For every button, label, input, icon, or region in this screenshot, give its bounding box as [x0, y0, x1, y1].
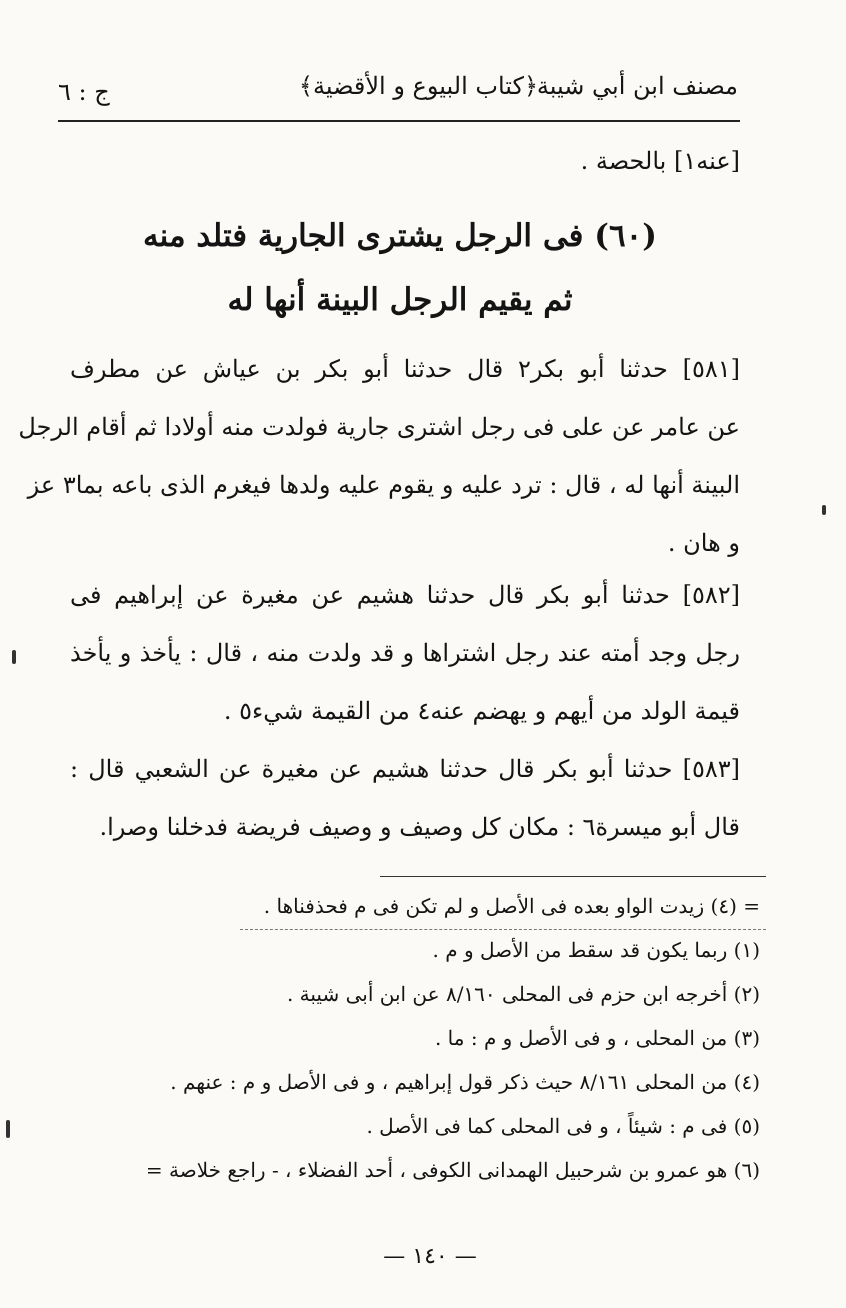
- page-header: [58, 66, 738, 116]
- intro-line: [70, 132, 740, 190]
- paragraph-line: رجل وجد أمته عند رجل اشتراها و قد ولدت منه ، قال : يأخذ و يأخذ: [70, 639, 740, 667]
- header-rule: [58, 120, 740, 122]
- paragraph-583: [70, 740, 740, 856]
- paragraph-581: [18, 340, 741, 572]
- section-title-line-1: (٦٠) فى الرجل يشترى الجارية فتلد منه: [143, 218, 657, 254]
- paragraph-line: قال أبو ميسرة٦ : مكان كل وصيف و وصيف فريضة فدخلنا وصرا.: [99, 813, 740, 841]
- footnote-item: (٦) هو عمرو بن شرحبيل الهمدانى الكوفى ، أحد الفضلاء ، - راجع خلاصة =: [145, 1158, 760, 1182]
- paragraph-line: [٥٨١] حدثنا أبو بكر٢ قال حدثنا أبو بكر بن عياش عن مطرف: [70, 355, 741, 383]
- footnotes: [120, 884, 760, 1192]
- volume-number: ج : ٦: [58, 78, 110, 106]
- scan-mark: [822, 505, 826, 515]
- book-title: مصنف ابن أبي شيبة: [536, 72, 738, 100]
- paragraph-line: عن عامر عن على فى رجل اشترى جارية فولدت منه أولادا ثم أقام الرجل: [18, 413, 740, 441]
- footnote-item: (٢) أخرجه ابن حزم فى المحلى ٨/١٦٠ عن ابن أبى شيبة .: [286, 982, 760, 1006]
- footnote-rule: [380, 876, 766, 877]
- page-number: — ١٤٠ —: [383, 1244, 477, 1269]
- paragraph-line: [٥٨٢] حدثنا أبو بكر قال حدثنا هشيم عن مغيرة عن إبراهيم فى: [70, 581, 740, 609]
- paragraph-line: البينة أنها له ، قال : ترد عليه و يقوم عليه ولدها فيغرم الذى باعه بما٣ عز: [27, 471, 740, 499]
- footnote-item: (٥) فى م : شيئاً ، و فى المحلى كما فى الأصل .: [366, 1114, 760, 1138]
- chapter-title: ﴿كتاب البيوع و الأقضية﴾: [298, 72, 538, 100]
- paragraph-line: [٥٨٣] حدثنا أبو بكر قال حدثنا هشيم عن مغيرة عن الشعبي قال :: [70, 755, 740, 783]
- scan-mark: [12, 650, 16, 664]
- paragraph-line: قيمة الولد من أيهم و يهضم عنه٤ من القيمة شيء٥ .: [223, 697, 740, 725]
- footnote-item: (٣) من المحلى ، و فى الأصل و م : ما .: [434, 1026, 760, 1050]
- footnote-item: (٤) من المحلى ٨/١٦١ حيث ذكر قول إبراهيم ، و فى الأصل و م : عنهم .: [170, 1070, 760, 1094]
- footnote-item: (١) ربما يكون قد سقط من الأصل و م .: [432, 938, 760, 962]
- intro-text: [عنه١] بالحصة .: [580, 147, 740, 175]
- section-title-line-2: ثم يقيم الرجل البينة أنها له: [227, 282, 573, 318]
- footnote-item: = (٤) زيدت الواو بعده فى الأصل و لم تكن فى م فحذفناها .: [263, 894, 760, 918]
- paragraph-582: [70, 566, 740, 740]
- scan-mark: [6, 1120, 10, 1138]
- paragraph-line: و هان .: [667, 529, 740, 557]
